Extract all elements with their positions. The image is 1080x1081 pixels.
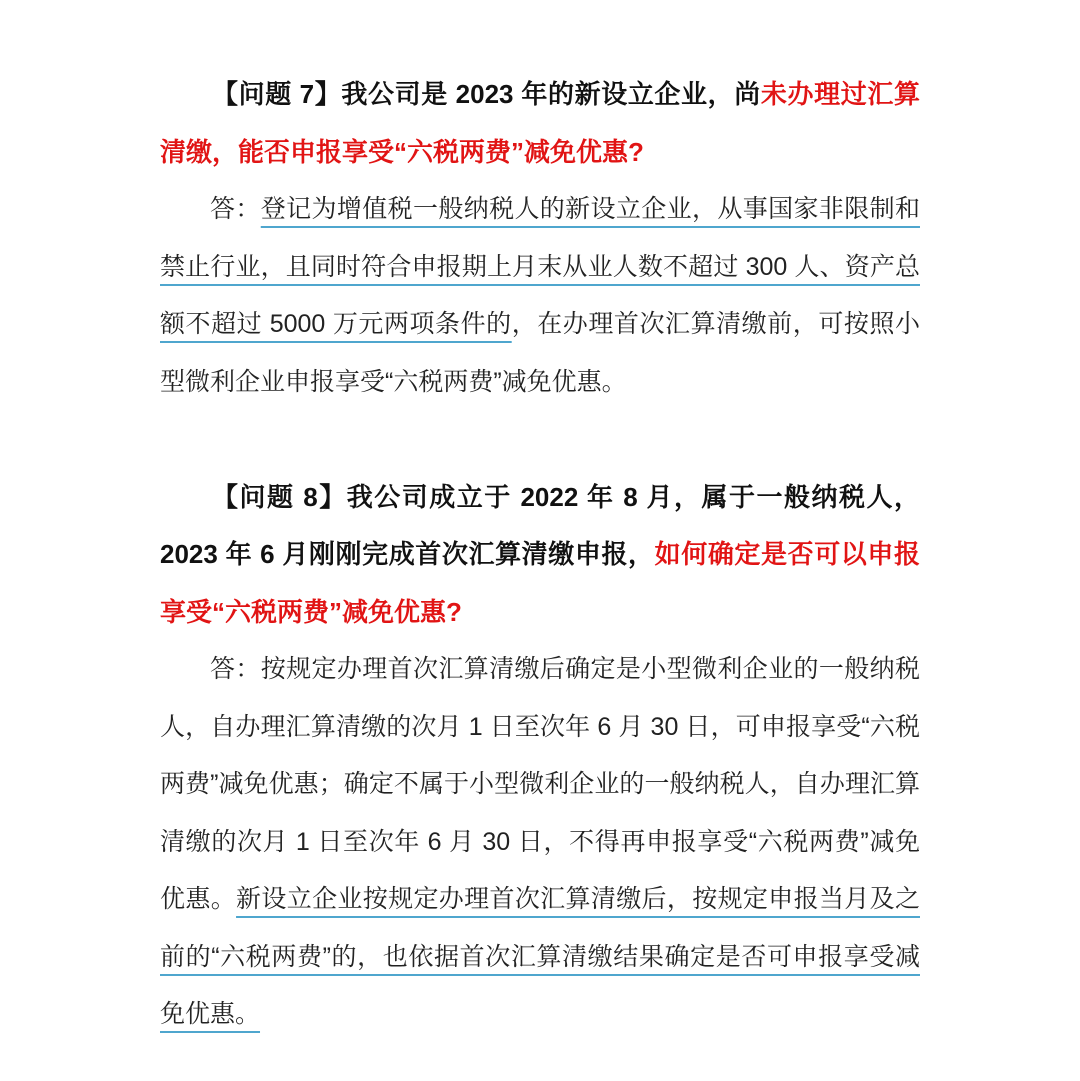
text-run: 如何确定是否可以申报享受“六税两费”减免优惠? — [160, 539, 920, 627]
text-run: 未办理过汇算清缴，能否申报享受“六税两费”减免优惠? — [160, 79, 920, 167]
text-run: 【问题 7】我公司是 2023 年的新设立企业，尚 — [212, 79, 761, 109]
text-run: 新设立企业按规定办理首次汇算清缴后，按规定申报当月及之前的“六税两费”的，也依据首次汇算清缴结果确定是否可申报享受减免优惠。 — [160, 885, 920, 1028]
text-run: ，在办理首次汇算清缴前，可按照小型微利企业申报享受“六税两费”减免优惠。 — [160, 310, 920, 396]
text-run: 答：按规定办理首次汇算清缴后确定是小型微利企业的一般纳税人，自办理汇算清缴的次月 1 日至次年 6 月 30 日，可申报享受“六税两费”减免优惠；确定不属于小型微利企业的一般纳税人，自办理汇算清缴的次月 1 日至次年 6 月 30 日，不得再申报享受“六税两费”减免优惠。 — [160, 655, 920, 913]
text-run: 【问题 8】我公司成立于 2022 年 8 月，属于一般纳税人，2023 年 6 月刚刚完成首次汇算清缴申报， — [160, 481, 920, 569]
question-7-block — [160, 66, 920, 411]
text-run: 答： — [210, 195, 261, 223]
question-7-answer — [160, 181, 920, 411]
question-8-answer — [160, 641, 920, 1044]
question-8-block — [160, 469, 920, 1044]
question-8-title — [160, 469, 920, 642]
document-body — [160, 66, 920, 1044]
question-7-title — [160, 66, 920, 181]
text-run: 登记为增值税一般纳税人的新设立企业，从事国家非限制和禁止行业，且同时符合申报期上月末从业人数不超过 300 人、资产总额不超过 5000 万元两项条件的 — [160, 195, 920, 338]
